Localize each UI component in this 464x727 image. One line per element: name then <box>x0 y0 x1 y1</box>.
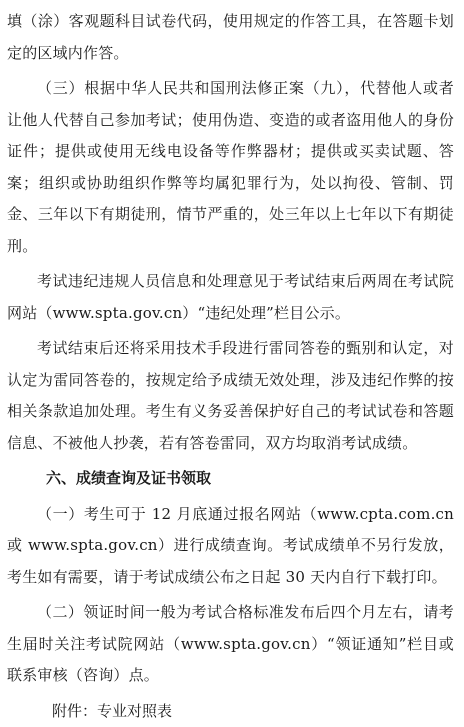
paragraph-results-query: （一）考生可于 12 月底通过报名网站（www.cpta.com.cn 或 www.spta.gov.cn）进行成绩查询。考试成绩单不另行发放，考生如有需要，请于考试成绩公布之日起 30 天内自行下载打印。 <box>7 499 454 594</box>
paragraph-certificate-pickup: （二）领证时间一般为考试合格标准发布后四个月左右，请考生届时关注考试院网站（www.spta.gov.cn）“领证通知”栏目或联系审核（咨询）点。 <box>7 597 454 692</box>
attachment-label: 附件：专业对照表 <box>7 696 454 727</box>
paragraph-violation-notice: 考试违纪违规人员信息和处理意见于考试结束后两周在考试院网站（www.spta.gov.cn）“违纪处理”栏目公示。 <box>7 266 454 329</box>
paragraph-identical-answers: 考试结束后还将采用技术手段进行雷同答卷的甄别和认定，对认定为雷同答卷的，按规定给予成绩无效处理，涉及违纪作弊的按相关条款追加处理。考生有义务妥善保护好自己的考试试卷和答题信息、不被他人抄袭，若有答卷雷同，双方均取消考试成绩。 <box>7 333 454 459</box>
paragraph-answer-instructions: 填（涂）客观题科目试卷代码，使用规定的作答工具，在答题卡划定的区域内作答。 <box>7 6 454 69</box>
section-heading-results: 六、成绩查询及证书领取 <box>7 463 454 495</box>
paragraph-criminal-law: （三）根据中华人民共和国刑法修正案（九），代替他人或者让他人代替自己参加考试；使用伪造、变造的或者盗用他人的身份证件；提供或使用无线电设备等作弊器材；提供或买卖试题、答案；组织或协助组织作弊等均属犯罪行为，处以拘役、管制、罚金、三年以下有期徒刑，情节严重的，处三年以上七年以下有期徒刑。 <box>7 73 454 262</box>
